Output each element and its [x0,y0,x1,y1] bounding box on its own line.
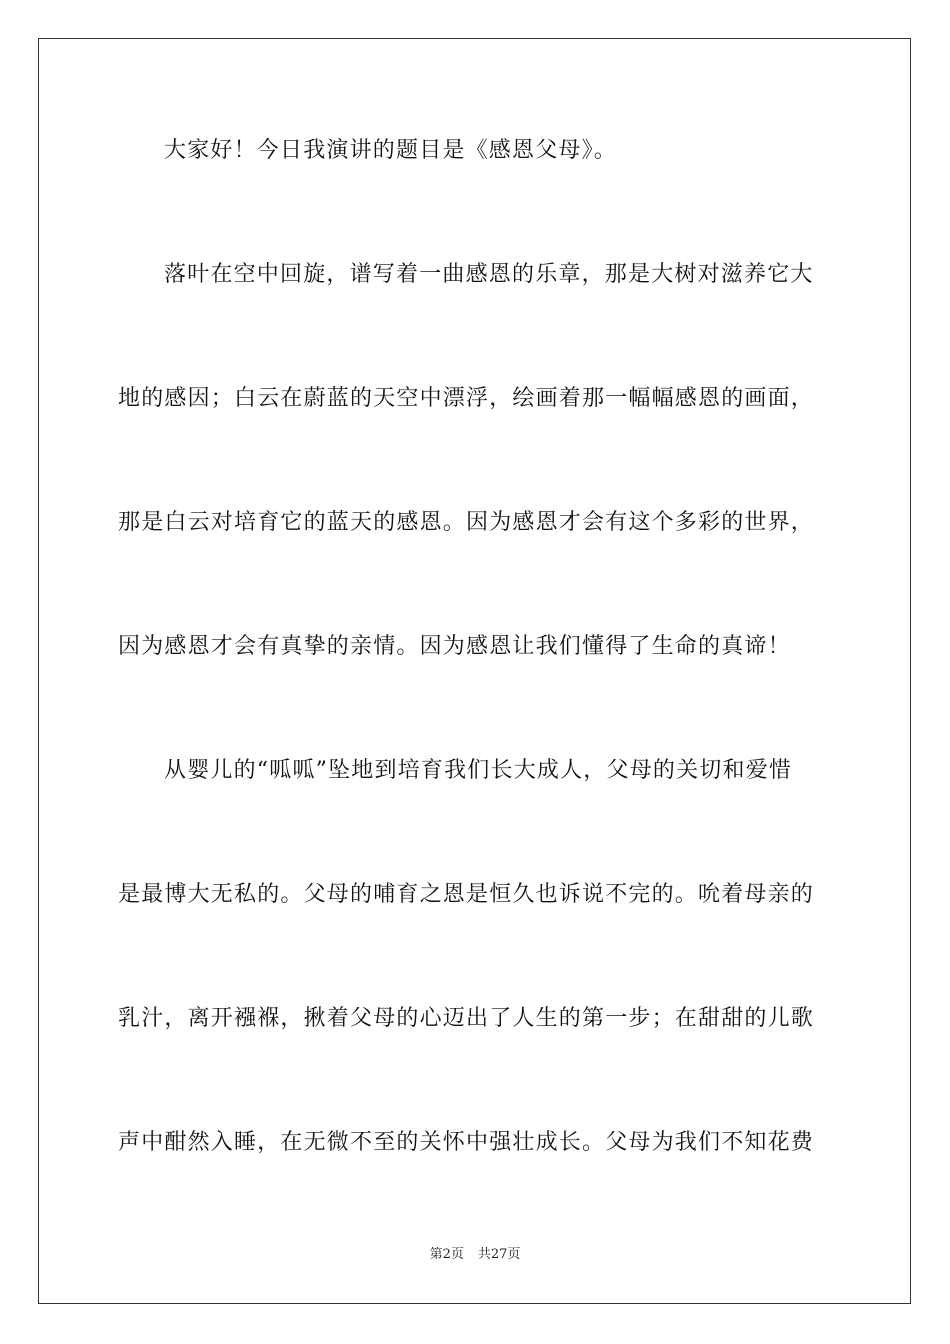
text-line: 从婴儿的“呱呱”坠地到培育我们长大成人，父母的关切和爱惜 [164,758,793,783]
text-line: 是最博大无私的。父母的哺育之恩是恒久也诉说不完的。吮着母亲的 [118,882,815,907]
text-line: 乳汁，离开襁褓，揪着父母的心迈出了人生的第一步；在甜甜的儿歌 [118,1006,815,1031]
total-pages: 共27页 [477,1247,521,1262]
page-number: 第2页 [429,1247,464,1262]
text-line: 大家好！今日我演讲的题目是《感恩父母》。 [164,138,618,163]
text-line: 落叶在空中回旋，谱写着一曲感恩的乐章，那是大树对滋养它大 [164,262,814,287]
page-border [38,38,911,1304]
text-line: 地的感因；白云在蔚蓝的天空中漂浮，绘画着那一幅幅感恩的画面， [118,386,815,411]
text-line: 声中酣然入睡，在无微不至的关怀中强壮成长。父母为我们不知花费 [118,1130,815,1155]
page-footer [0,1246,950,1264]
text-line: 因为感恩才会有真挚的亲情。因为感恩让我们懂得了生命的真谛！ [118,634,791,659]
text-line: 那是白云对培育它的蓝天的感恩。因为感恩才会有这个多彩的世界， [118,510,815,535]
